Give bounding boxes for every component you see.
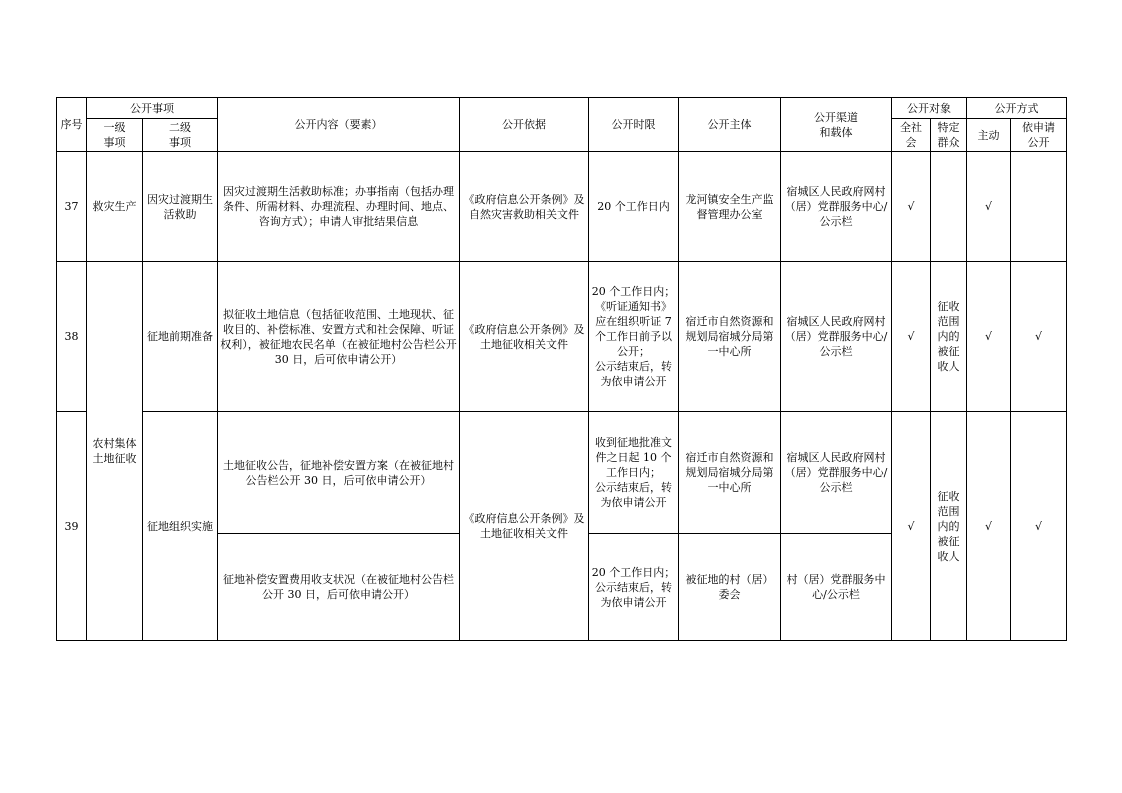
row-subject: 被征地的村（居）委会 <box>679 534 781 641</box>
row-seq: 39 <box>57 412 87 641</box>
header-level2: 二级 事项 <box>143 119 218 152</box>
header-target-group: 公开对象 <box>892 98 967 119</box>
row-time-limit: 收到征地批准文件之日起 10 个工作日内； 公示结束后，转为依申请公开 <box>589 412 679 534</box>
row-target-all: √ <box>892 262 931 412</box>
row-method-request: √ <box>1011 262 1067 412</box>
header-seq: 序号 <box>57 98 87 152</box>
row-basis: 《政府信息公开条例》及自然灾害救助相关文件 <box>460 152 589 262</box>
header-method-active: 主动 <box>967 119 1011 152</box>
table-row <box>57 262 1067 412</box>
row-channel: 宿城区人民政府网村（居）党群服务中心/公示栏 <box>781 262 892 412</box>
row-subject: 龙河镇安全生产监督管理办公室 <box>679 152 781 262</box>
header-target-specific: 特定 群众 <box>931 119 967 152</box>
row-level2: 征地组织实施 <box>143 412 218 641</box>
disclosure-table <box>56 97 1067 641</box>
header-target-all: 全社 会 <box>892 119 931 152</box>
row-subject: 宿迁市自然资源和规划局宿城分局第一中心所 <box>679 262 781 412</box>
header-basis: 公开依据 <box>460 98 589 152</box>
row-channel: 宿城区人民政府网村（居）党群服务中心/公示栏 <box>781 412 892 534</box>
row-subject: 宿迁市自然资源和规划局宿城分局第一中心所 <box>679 412 781 534</box>
header-time-limit: 公开时限 <box>589 98 679 152</box>
row-level2: 因灾过渡期生活救助 <box>143 152 218 262</box>
table-row <box>57 152 1067 262</box>
row-method-active: √ <box>967 262 1011 412</box>
row-time-limit: 20 个工作日内； 《听证通知书》应在组织听证 7 个工作日前予以公开； 公示结束后，转为依申请公开 <box>589 262 679 412</box>
row-seq: 38 <box>57 262 87 412</box>
header-level1: 一级 事项 <box>87 119 143 152</box>
row-method-request: √ <box>1011 412 1067 641</box>
header-channel: 公开渠道 和载体 <box>781 98 892 152</box>
header-subject: 公开主体 <box>679 98 781 152</box>
row-level2: 征地前期准备 <box>143 262 218 412</box>
header-method-group: 公开方式 <box>967 98 1067 119</box>
row-target-specific <box>931 152 967 262</box>
row-target-specific: 征收范围内的被征收人 <box>931 412 967 641</box>
row-target-all: √ <box>892 412 931 641</box>
row-target-specific: 征收范围内的被征收人 <box>931 262 967 412</box>
row-time-limit: 20 个工作日内 <box>589 152 679 262</box>
header-items-group: 公开事项 <box>87 98 218 119</box>
row-method-active: √ <box>967 152 1011 262</box>
row-level1-shared: 农村集体土地征收 <box>87 262 143 641</box>
row-channel: 村（居）党群服务中心/公示栏 <box>781 534 892 641</box>
row-level1: 救灾生产 <box>87 152 143 262</box>
row-method-request <box>1011 152 1067 262</box>
row-seq: 37 <box>57 152 87 262</box>
row-content: 因灾过渡期生活救助标准；办事指南（包括办理条件、所需材料、办理流程、办理时间、地点、咨询方式）；申请人审批结果信息 <box>218 152 460 262</box>
header-method-request: 依申请 公开 <box>1011 119 1067 152</box>
row-target-all: √ <box>892 152 931 262</box>
row-time-limit: 20 个工作日内； 公示结束后，转为依申请公开 <box>589 534 679 641</box>
row-content: 拟征收土地信息（包括征收范围、土地现状、征收目的、补偿标准、安置方式和社会保障、听证权利），被征地农民名单（在被征地村公告栏公开 30 日，后可依申请公开） <box>218 262 460 412</box>
row-basis: 《政府信息公开条例》及土地征收相关文件 <box>460 412 589 641</box>
row-channel: 宿城区人民政府网村（居）党群服务中心/公示栏 <box>781 152 892 262</box>
table-row <box>57 412 1067 534</box>
header-content: 公开内容（要素） <box>218 98 460 152</box>
row-method-active: √ <box>967 412 1011 641</box>
row-basis: 《政府信息公开条例》及土地征收相关文件 <box>460 262 589 412</box>
row-content: 征地补偿安置费用收支状况（在被征地村公告栏公开 30 日，后可依申请公开） <box>218 534 460 641</box>
row-content: 土地征收公告，征地补偿安置方案（在被征地村公告栏公开 30 日，后可依申请公开） <box>218 412 460 534</box>
